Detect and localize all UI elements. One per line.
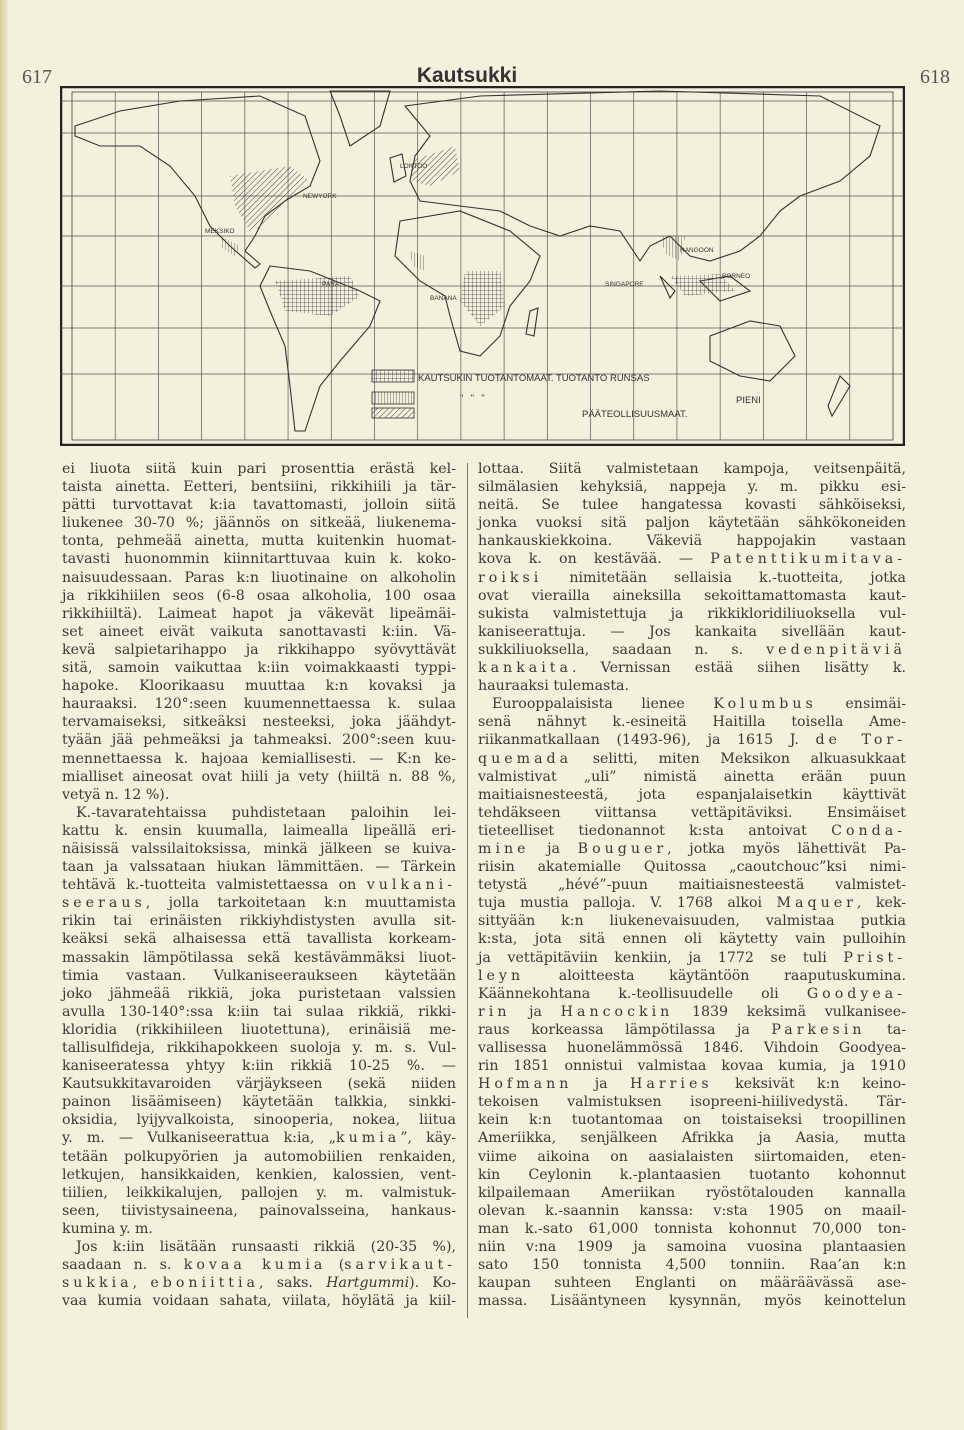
- emphasized-term: Goodyea-: [806, 985, 906, 1002]
- column-divider: [467, 463, 468, 1318]
- text-line: [478, 967, 906, 985]
- text-segment: ta-: [865, 1021, 906, 1038]
- text-segment: tervamaiseksi, sitkeäksi nesteeksi, joka jäähdyt-: [62, 714, 456, 731]
- text-segment: , saks.: [259, 1275, 327, 1292]
- text-line: [478, 460, 906, 478]
- text-segment: ”, käy-: [400, 1130, 456, 1147]
- text-segment: sitä, samoin vaikuttaa k:iin voimakkaasti typpi-: [62, 660, 456, 677]
- text-segment: , jotka myös lähettivät Pa-: [667, 840, 906, 857]
- label-rangoon: RANGOON: [680, 247, 714, 254]
- label-banana: BANANA: [430, 295, 457, 302]
- text-line: [62, 478, 456, 496]
- text-line: [478, 641, 906, 659]
- text-segment: aloitteesta käytäntöön raaputuskumina.: [524, 967, 906, 984]
- text-line: [62, 1075, 456, 1093]
- legend-swatch-small: [372, 392, 414, 404]
- rubber-region-africa: [460, 271, 505, 326]
- text-segment: mialliset aineosat ovat hiili ja vety (hiiltä n. 88 %,: [62, 768, 456, 785]
- text-segment: kin Ceylonin k.-plantaasien tuotanto kohonnut: [478, 1166, 906, 1183]
- text-segment: rin 1851 onnistui valmistaa kovaa kumia, ja 1910: [478, 1058, 906, 1075]
- text-segment: massa. Lisääntyneen kysynnän, myös keinottelun: [478, 1293, 906, 1310]
- text-segment: Ameriikka, senjälkeen Afrikka ja Aasia, mutta: [478, 1130, 906, 1147]
- rubber-region-amazon: [275, 276, 360, 316]
- rubber-region-mexico: [220, 236, 240, 256]
- text-line: [62, 804, 456, 822]
- text-line: [62, 750, 456, 768]
- text-line: [478, 949, 906, 967]
- text-line: [478, 1292, 906, 1310]
- text-segment: rikin tai erinäisten rikkiyhdistysten avulla sit-: [62, 913, 456, 930]
- text-line: [62, 1093, 456, 1111]
- emphasized-term: kankaita: [478, 660, 572, 677]
- emphasized-term: vulkani-: [366, 877, 456, 894]
- emphasized-term: eboniittia: [150, 1275, 260, 1292]
- text-segment: avulla 130-140°:ssa k:iin tai sulaa rikkiä, rikki-: [62, 1003, 456, 1020]
- text-line: [478, 750, 906, 768]
- text-segment: maitiaisnesteestä, jota espanjalaisetkin käyttivät: [478, 786, 906, 803]
- text-line: [62, 1003, 456, 1021]
- text-line: [478, 514, 906, 532]
- text-line: [478, 1111, 906, 1129]
- text-segment: vetyä n. 12 %).: [62, 786, 170, 803]
- legend-swatch-industry: [372, 408, 414, 418]
- text-line: [62, 550, 456, 568]
- text-segment: oksidia, lyijyvalkoista, sinooperia, nokea, liitua: [62, 1112, 456, 1129]
- text-segment: ja: [529, 840, 578, 857]
- label-mexico: MEKSIKO: [205, 228, 235, 235]
- text-line: [62, 514, 456, 532]
- text-line: [478, 822, 906, 840]
- text-line: [478, 695, 906, 713]
- text-segment: 1839 keksimä vulkanisee-: [673, 1003, 906, 1020]
- text-line: [478, 659, 906, 677]
- text-line: [62, 659, 456, 677]
- text-segment: , jolla tarkoitetaan k:n muuttamista: [145, 895, 456, 912]
- text-line: [62, 713, 456, 731]
- text-line: [478, 786, 906, 804]
- text-line: [62, 1256, 456, 1274]
- text-segment: nimitetään sellaisia k.-tuotteita, jotka: [542, 569, 906, 586]
- text-segment: kein k:n tuotantomaa on toistaiseksi troopillinen: [478, 1112, 906, 1129]
- text-segment: lottaa. Siitä valmistetaan kampoja, veitsenpäitä,: [478, 461, 906, 477]
- text-line: [62, 912, 456, 930]
- text-line: [62, 695, 456, 713]
- text-segment: Jos k:iin lisätään runsaasti rikkiä (20-35 %),: [76, 1239, 456, 1256]
- emphasized-term: Hofmann: [478, 1076, 573, 1093]
- text-line: [62, 532, 456, 550]
- text-segment: sukista valmistettuja ja rikkikloridiliuoksella vul-: [478, 605, 906, 622]
- text-segment: hapoke. Kloorikaasu muuttaa k:n kovaksi ja: [62, 678, 456, 695]
- text-segment: tyään jää pehmeäksi ja tahmeaksi. 200°:seen kuu-: [62, 732, 456, 749]
- text-segment: riikanmatkallaan (1493-96), ja 1615 J.: [478, 732, 816, 749]
- emphasized-term: kumia: [336, 1130, 401, 1147]
- emphasized-term: mine: [478, 840, 530, 857]
- text-line: [478, 804, 906, 822]
- label-para: PARA: [322, 281, 340, 288]
- eurasia: [405, 91, 880, 261]
- text-segment: sittyään k:n liukenevaisuuden, valmistaa putkia: [478, 913, 906, 930]
- text-line: [62, 1039, 456, 1057]
- text-segment: jonka vuoksi sitä paljon käytetään sähkökoneiden: [478, 515, 906, 532]
- emphasized-term: Maquer: [776, 895, 857, 912]
- text-segment: vaa kumia voidaan sahata, viilata, höylätä ja kiil-: [62, 1293, 456, 1310]
- text-segment: selitti, miten Meksikon alkuasukkaat: [572, 750, 906, 767]
- text-line: [478, 858, 906, 876]
- rubber-region-west-africa: [410, 251, 425, 271]
- text-segment: pätti turvottavat k:ia tavattomasti, jolloin siitä: [62, 497, 456, 514]
- text-line: [478, 550, 906, 568]
- legend-swatch-abundant: [372, 370, 414, 382]
- emphasized-term: Parkesin: [771, 1021, 866, 1038]
- text-line: [478, 1021, 906, 1039]
- text-segment: kloridia (rikkihiileen liuotettuna), erinäisiä me-: [62, 1021, 456, 1038]
- text-segment: sukkiliuoksella, saadaan n. s.: [478, 641, 767, 658]
- text-line: [62, 822, 456, 840]
- text-line: [478, 1039, 906, 1057]
- text-segment: timia vastaan. Vulkaniseeraukseen käytetään: [62, 967, 456, 984]
- text-line: [478, 1166, 906, 1184]
- text-segment: tonta, pehmeää ainetta, mutta kuitenkin huomat-: [62, 533, 456, 550]
- text-segment: hankauskiekkoina. Väkeviä happojakin vastaan: [478, 533, 906, 550]
- text-line: [478, 532, 906, 550]
- emphasized-term: quemada: [478, 750, 573, 767]
- text-segment: tehtävä k.-tuotteita valmistettaessa on: [62, 877, 367, 894]
- text-segment: ja: [572, 1076, 631, 1093]
- text-line: [62, 1148, 456, 1166]
- text-line: [478, 894, 906, 912]
- text-line: [478, 623, 906, 641]
- text-segment: senä nähnyt k.-esineitä Haitilla toisella Ame-: [478, 714, 906, 731]
- label-new-york: NEWYORK: [303, 193, 337, 200]
- text-segment: Kautsukkitavaroiden värjäykseen (sekä niiden: [62, 1076, 456, 1093]
- text-segment: (: [326, 1257, 345, 1274]
- text-segment: tavasti huonommin kiinnitarttuvaa kuin k. koko-: [62, 551, 456, 568]
- text-column-right: [478, 460, 906, 1310]
- text-column-left: [62, 460, 456, 1310]
- text-line: [62, 641, 456, 659]
- text-segment: riisin akatemialle Quitossa „caoutchouc”ksi nimi-: [478, 859, 906, 876]
- text-line: [62, 460, 456, 478]
- text-line: [62, 1184, 456, 1202]
- text-segment: tallisulfideja, rikkihapokkeen suoloja y. m. s. Vul-: [62, 1040, 456, 1056]
- text-segment: naisuudessaan. Paras k:n liuotinaine on alkoholin: [62, 569, 456, 586]
- text-segment: ja rikkihiilen seos (6-8 osaa alkoholia, 100 osaa: [62, 587, 456, 604]
- text-line: [62, 930, 456, 948]
- text-line: [478, 1057, 906, 1075]
- text-line: [62, 985, 456, 1003]
- text-segment: massakin lämpötilassa sekä kestävämmäksi liuot-: [62, 949, 456, 966]
- text-line: [62, 1202, 456, 1220]
- text-line: [478, 768, 906, 786]
- text-line: [478, 930, 906, 948]
- text-line: [62, 894, 456, 912]
- text-line: [478, 1238, 906, 1256]
- text-line: [478, 569, 906, 587]
- text-line: [62, 786, 456, 804]
- text-segment: tieteelliset tiedonannot k:sta antoivat: [478, 822, 832, 839]
- italic-term: Hartgummi: [326, 1275, 410, 1292]
- page-number-left: 617: [22, 66, 52, 88]
- text-line: [62, 677, 456, 695]
- text-line: [478, 1220, 906, 1238]
- text-segment: kaupan suhteen Englanti on määräävässä ase-: [478, 1275, 906, 1292]
- text-line: [62, 967, 456, 985]
- text-segment: tetystä „hévé”-puun maitiaisnesteestä valmistet-: [478, 877, 906, 894]
- emphasized-term: vedenpitäviä: [766, 641, 906, 658]
- text-line: [478, 713, 906, 731]
- emphasized-term: rin: [478, 1003, 511, 1020]
- world-rubber-map: [60, 86, 905, 446]
- text-line: [478, 985, 906, 1003]
- text-segment: painon lisäämiseen) käytetään talkkia, sinkki-: [62, 1094, 456, 1111]
- emphasized-term: kovaa kumia: [183, 1257, 327, 1274]
- text-line: [478, 1274, 906, 1292]
- emphasized-term: de Tor-: [815, 732, 906, 749]
- emphasized-term: roiksi: [478, 569, 543, 586]
- text-segment: valmistivat „uli” nimistä ainetta erään puun: [478, 768, 906, 785]
- map-frame: [61, 87, 904, 445]
- text-line: [62, 858, 456, 876]
- greenland: [330, 91, 390, 146]
- legend-row3: PÄÄTEOLLISUUSMAAT.: [582, 409, 688, 420]
- text-segment: saadaan n. s.: [62, 1257, 184, 1274]
- text-segment: set aineet eivät vaikuta sanottavasti k:iin. Vä-: [62, 623, 456, 640]
- text-line: [478, 677, 906, 695]
- text-line: [478, 1184, 906, 1202]
- text-line: [62, 623, 456, 641]
- legend-row2-ditto: " " ": [460, 393, 485, 403]
- text-line: [478, 1003, 906, 1021]
- text-line: [62, 1238, 456, 1256]
- text-segment: ). Ko-: [409, 1275, 456, 1292]
- emphasized-term: Hancockin: [560, 1003, 674, 1020]
- text-line: [62, 768, 456, 786]
- text-line: [62, 1292, 456, 1310]
- australia: [710, 321, 795, 381]
- text-line: [478, 587, 906, 605]
- emphasized-term: Kolumbus: [713, 696, 817, 713]
- emphasized-term: seeraus: [62, 895, 146, 912]
- legend-row2: PIENI: [736, 395, 761, 406]
- text-segment: ei liuota siitä kuin pari prosenttia erästä kel-: [62, 461, 456, 477]
- text-line: [478, 605, 906, 623]
- map-graticule: [61, 92, 904, 440]
- book-gutter: [0, 0, 8, 1430]
- legend-row1: KAUTSUKIN TUOTANTOMAAT. TUOTANTO RUNSAS: [418, 373, 650, 384]
- text-segment: seen, tiivistysaineena, painovalsseina, hankaus-: [62, 1202, 456, 1219]
- text-line: [62, 587, 456, 605]
- text-segment: kaniseerattuja. — Jos kankaita sivellään kaut-: [478, 623, 906, 640]
- text-line: [478, 1202, 906, 1220]
- text-segment: K.-tavaratehtaissa puhdistetaan paloihin lei-: [76, 804, 456, 821]
- text-segment: kumina y. m.: [62, 1220, 153, 1237]
- text-segment: viime aikoina on aasialaisten siirtomaiden, eten-: [478, 1148, 906, 1165]
- emphasized-term: Prist-: [843, 949, 906, 966]
- text-segment: vallisessa huonelämmössä 1846. Vihdoin Goodyea-: [478, 1040, 906, 1056]
- text-line: [478, 912, 906, 930]
- text-segment: keksivät k:n keino-: [712, 1076, 906, 1093]
- text-segment: silmälasien kehyksiä, nappeja y. m. pikku esi-: [478, 479, 906, 496]
- text-segment: tiilien, leikkikalujen, pallojen y. m. valmistuk-: [62, 1184, 456, 1201]
- text-segment: man k.-sato 61,000 tonnista kohonnut 70,000 ton-: [478, 1220, 906, 1237]
- text-segment: joko jähmeää rikkiä, joka puristetaan valssien: [62, 985, 456, 1002]
- industry-region-usa: [230, 166, 310, 231]
- emphasized-term: Harries: [630, 1076, 713, 1093]
- text-segment: raus korkeassa lämpötilassa ja: [478, 1021, 772, 1038]
- text-line: [478, 1075, 906, 1093]
- text-segment: niin v:na 1909 ja samoina vuosina plantaasien: [478, 1239, 906, 1256]
- text-line: [478, 1148, 906, 1166]
- emphasized-term: Patenttikumitava-: [710, 551, 906, 568]
- text-segment: hauraaksi tulemasta.: [478, 678, 629, 695]
- text-segment: kova k. on kestävää. —: [478, 551, 711, 568]
- text-line: [478, 1129, 906, 1147]
- text-line: [478, 876, 906, 894]
- madagascar: [526, 308, 538, 336]
- text-segment: ja: [510, 1003, 561, 1020]
- text-line: [478, 1256, 906, 1274]
- text-segment: Käännekohtana k.-teollisuudelle oli: [478, 985, 807, 1002]
- text-segment: mennettaessa k. hajoaa kemiallisesti. — K:n ke-: [62, 750, 456, 767]
- text-line: [478, 731, 906, 749]
- text-segment: kattu k. ensin kuumalla, laimealla lipeällä eri-: [62, 822, 456, 839]
- text-line: [62, 731, 456, 749]
- text-segment: taista ainetta. Eetteri, bentsiini, rikkihiili ja tär-: [62, 479, 456, 496]
- label-borneo: BORNEO: [722, 273, 751, 280]
- text-line: [62, 1129, 456, 1147]
- text-segment: neitä. Se tulee hangatessa kovasti sähköiseksi,: [478, 497, 906, 514]
- text-segment: ovat vierailla aineksilla sekoittamattomasta kaut-: [478, 587, 906, 604]
- text-line: [62, 605, 456, 623]
- text-segment: ,: [132, 1275, 151, 1292]
- new-zealand: [828, 376, 850, 416]
- text-line: [478, 478, 906, 496]
- text-segment: y. m. — Vulkaniseerattua k:ia, „: [62, 1130, 336, 1147]
- text-segment: liukenee 30-70 %; jäännös on sitkeää, liukenema-: [62, 515, 456, 532]
- text-segment: kilpailemaan Ameriikan ryöstötalouden kannalla: [478, 1184, 906, 1201]
- text-line: [62, 876, 456, 894]
- text-line: [62, 949, 456, 967]
- text-line: [62, 1057, 456, 1075]
- text-segment: , kek-: [856, 895, 906, 912]
- label-singapore: SINGAPORE: [605, 281, 644, 288]
- text-segment: k:sta, jota sitä ennen oli käytetty vain pulloihin: [478, 931, 906, 948]
- text-segment: keäksi sekä alhaisessa että tavallista korkeam-: [62, 931, 456, 948]
- text-segment: Eurooppalaisista lienee: [492, 696, 714, 713]
- label-london: LONTOO: [400, 163, 428, 170]
- text-line: [62, 569, 456, 587]
- text-line: [62, 1111, 456, 1129]
- text-segment: sato 150 tonnista 4,500 tonniin. Raa’an k:n: [478, 1257, 906, 1274]
- text-segment: hauraaksi. 120°:seen kuumennettaessa k. sulaa: [62, 696, 456, 713]
- text-line: [62, 496, 456, 514]
- text-segment: letkujen, hansikkaiden, kenkien, kalossien, vent-: [62, 1166, 456, 1183]
- emphasized-term: sukkia: [62, 1275, 133, 1292]
- emphasized-term: Bouguer: [577, 840, 668, 857]
- text-line: [62, 840, 456, 858]
- map-legend: [372, 370, 761, 420]
- text-line: [478, 840, 906, 858]
- text-segment: tehdäkseen viittansa vettäpitäviksi. Ensimäiset: [478, 804, 906, 821]
- page-number-right: 618: [920, 66, 950, 88]
- page-title: Kautsukki: [416, 64, 518, 87]
- emphasized-term: leyn: [478, 967, 525, 984]
- text-segment: kevä salpietarihappo ja rikkihappo syövyttävät: [62, 641, 456, 658]
- text-segment: taan ja valssataan hiukan lämmittäen. — Tärkein: [62, 859, 456, 876]
- text-line: [62, 1166, 456, 1184]
- text-line: [478, 496, 906, 514]
- text-line: [62, 1274, 456, 1292]
- text-segment: tuja mustia palloja. V. 1768 alkoi: [478, 895, 777, 912]
- text-segment: rikkihiiltä). Laimeat hapot ja väkevät lipeämäi-: [62, 605, 456, 622]
- text-segment: näisissä valssilaitoksissa, minkä jälkeen se kuiva-: [62, 840, 456, 857]
- text-segment: kaniseeratessa yhtyy k:iin rikkiä 10-25 %. —: [62, 1058, 456, 1075]
- text-segment: ja vettäpitäviin kenkiin, ja 1772 se tuli: [478, 949, 844, 966]
- emphasized-term: sarvikaut-: [344, 1257, 457, 1274]
- emphasized-term: Conda-: [831, 822, 906, 839]
- text-segment: ensimäi-: [816, 696, 907, 713]
- text-segment: olevan k.-saannin kanssa: v:sta 1905 on maail-: [478, 1202, 906, 1219]
- text-segment: tetään polkupyörien ja automobiilien renkaiden,: [62, 1148, 456, 1165]
- text-line: [62, 1220, 456, 1238]
- text-line: [478, 1093, 906, 1111]
- text-segment: . Vernissan estää siihen lisätty k.: [571, 660, 906, 677]
- text-segment: tekoisen valmistuksen isopreeni-hiilivedystä. Tär-: [478, 1094, 906, 1111]
- text-line: [62, 1021, 456, 1039]
